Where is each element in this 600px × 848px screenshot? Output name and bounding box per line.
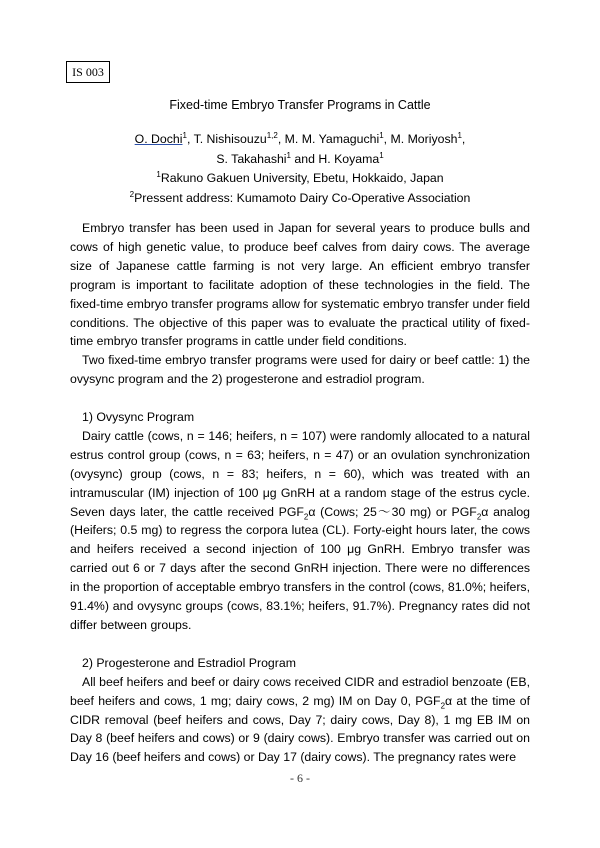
affil-sup: 2 [129,189,135,199]
intro-paragraph-1: Embryo transfer has been used in Japan for several years to produce bulls and cows of high genetic value, to produce beef calves from dairy cows. The average size of Japanese cattle farming is not very large. An efficient embryo transfer program is important to facilitate adoption of these technologies in the field. The fixed-time embryo transfer programs allow for systematic embryo transfer under field conditions. The objective of this paper was to evaluate the practical utility of fixed-time embryo transfer programs in cattle under field conditions. [70,221,530,349]
author-affil-sup: 1 [457,130,462,140]
section-heading-progesterone: 2) Progesterone and Estradiol Program [82,655,296,670]
subscript: 2 [440,701,446,711]
author-affil-sup: 1 [286,150,291,160]
author-affil-sup: 1 [182,130,187,140]
text-run: Dairy cattle (cows, n = 146; heifers, n = 107) were randomly allocated to a natural estrus control group (cows, n = 63; heifers, n = 47) or an ovulation synchronization (ovysync) group (cows, n = 83; heifers, n = 60), which was treated with an intramuscular (IM) injection of 100 μg GnRH at a random stage of the estrus cycle. Seven days later, the cattle received PGF [70,428,530,519]
affil-sup: 1 [156,169,161,179]
author-affil-sup: 1 [379,150,384,160]
intro-paragraph-2: Two fixed-time embryo transfer programs were used for dairy or beef cattle: 1) the ovysync program and the 2) progesterone and estradiol program. [70,353,530,387]
paper-body [70,219,530,767]
author-name: S. Takahashi [216,151,287,166]
section-heading-ovysync: 1) Ovysync Program [82,410,195,425]
section-spacer [70,635,530,654]
text-run: α analog (Heifers; 0.5 mg) to regress the corpora lutea (CL). Forty-eight hours later, the cows and heifers received a second injection of 100 μg GnRH. Embryo transfer was carried out 6 or 7 days after the second GnRH injection. There were no differences in the proportion of acceptable embryo transfers in the control (cows, 81.0%; heifers, 91.4%) and ovysync groups (cows, 83.1%; heifers, 91.7%). Pregnancy rates did not differ between groups. [70,504,531,633]
paper-title: Fixed-time Embryo Transfer Programs in Cattle [169,98,431,112]
section-spacer [70,389,530,408]
ovysync-paragraph [70,427,530,635]
abstract-code-box: IS 003 [66,61,110,83]
author-name: , M. M. Yamaguchi [277,132,380,146]
subscript: 2 [476,512,482,522]
author-name: , T. Nishisouzu [186,132,267,146]
progesterone-paragraph [70,673,530,768]
affiliation-1 [0,169,600,189]
author-affil-sup: 1,2 [266,130,278,140]
author-line-2 [0,150,600,170]
affiliation-2 [0,189,600,209]
author-name: and H. Koyama [291,151,380,166]
presenting-author: O. Dochi [134,132,183,146]
text-run: α at the time of CIDR removal (beef heifers and cows, Day 7; dairy cows, Day 8), 1 mg EB IM on Day 8 (beef heifers and cows) or 9 (dairy cows). Embryo transfer was carried out on Day 16 (beef heifers and cows) or Day 17 (dairy cows). The pregnancy rates were [70,693,530,765]
affiliation-text: Rakuno Gakuen University, Ebetu, Hokkaido, Japan [160,171,444,185]
author-line-1 [0,130,600,150]
author-affil-sup: 1 [379,130,384,140]
text-run: All beef heifers and beef or dairy cows received CIDR and estradiol benzoate (EB, beef heifers and cows, 1 mg; dairy cows, 2 mg) IM on Day 0, PGF [70,674,530,708]
subscript: 2 [303,512,309,522]
page-number: - 6 - [290,771,310,785]
author-separator: , [461,132,466,146]
author-block [0,130,600,208]
affiliation-text: Pressent address: Kumamoto Dairy Co-Operative Association [134,190,471,205]
text-run: α (Cows; 25～30 mg) or PGF [308,504,477,519]
author-name: , M. Moriyosh [383,132,458,146]
